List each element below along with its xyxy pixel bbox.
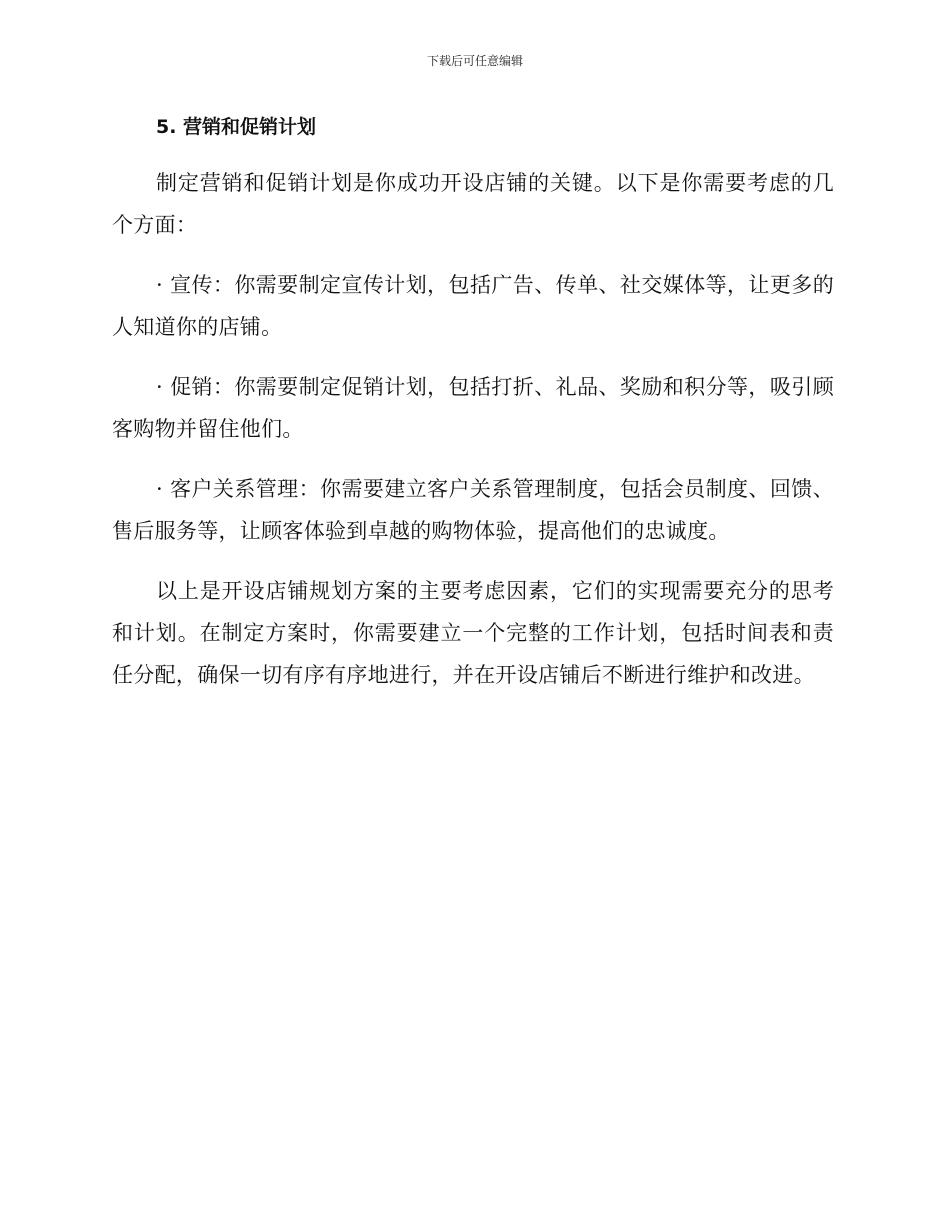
intro-paragraph: 制定营销和促销计划是你成功开设店铺的关键。以下是你需要考虑的几个方面： [112, 171, 834, 237]
bullet-crm: · 客户关系管理：你需要建立客户关系管理制度，包括会员制度、回馈、售后服务等，让顾客体验到卓越的购物体验，提高他们的忠诚度。 [112, 477, 834, 543]
bullet-publicity: · 宣传：你需要制定宣传计划，包括广告、传单、社交媒体等，让更多的人知道你的店铺。 [112, 273, 834, 339]
conclusion-paragraph: 以上是开设店铺规划方案的主要考虑因素，它们的实现需要充分的思考和计划。在制定方案时，你需要建立一个完整的工作计划，包括时间表和责任分配，确保一切有序有序地进行，并在开设店铺后不断进行维护和改进。 [112, 579, 834, 687]
document-body [112, 112, 834, 714]
bullet-promotion: · 促销：你需要制定促销计划，包括打折、礼品、奖励和积分等，吸引顾客购物并留住他们。 [112, 375, 834, 441]
section-heading: 5. 营销和促销计划 [156, 116, 317, 138]
page-header: 下载后可任意编辑 [426, 54, 523, 68]
